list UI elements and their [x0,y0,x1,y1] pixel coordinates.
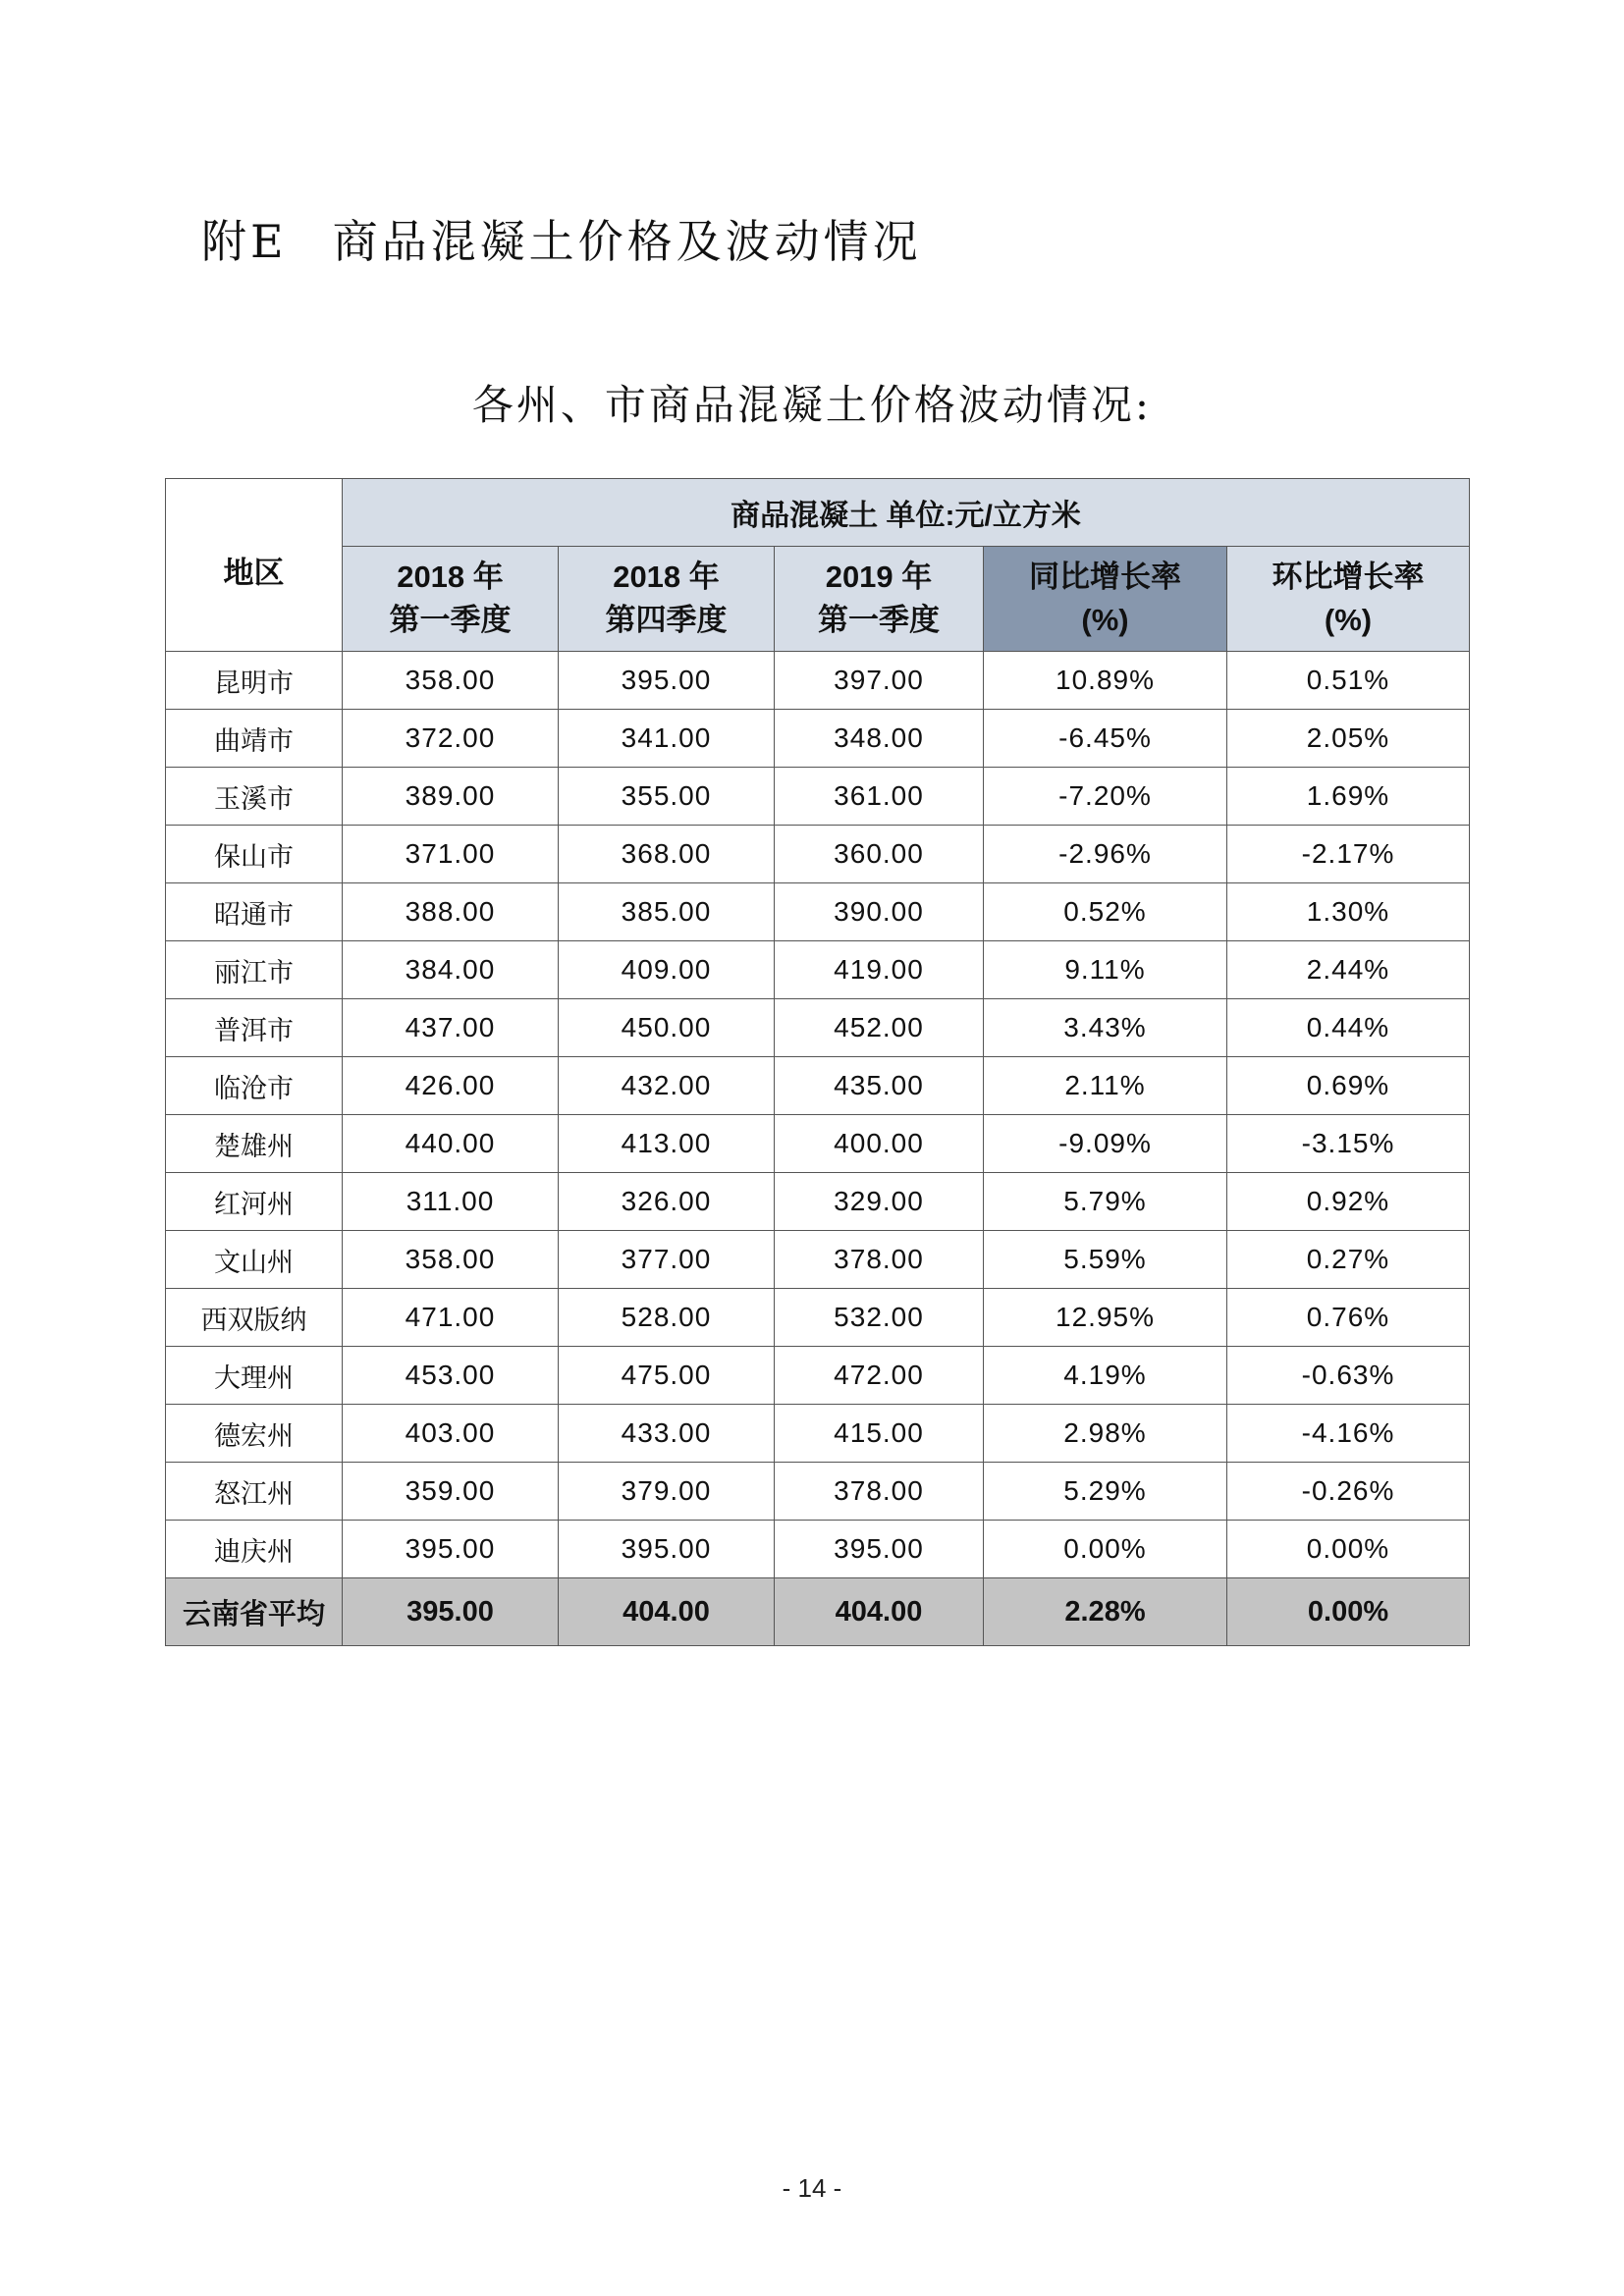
table-row [166,1173,1470,1231]
value-cell: 472.00 [775,1347,984,1405]
value-cell: -0.63% [1227,1347,1470,1405]
appendix-title [201,206,922,271]
table-row [166,826,1470,883]
value-cell: 372.00 [343,710,559,768]
value-cell: 2.28% [984,1578,1227,1646]
value-cell: 0.76% [1227,1289,1470,1347]
value-cell: 2.44% [1227,941,1470,999]
value-cell: 377.00 [559,1231,775,1289]
value-cell: 404.00 [559,1578,775,1646]
region-cell: 曲靖市 [166,710,343,768]
column-header-2019q1: 2019 年 第一季度 [775,547,984,652]
value-cell: 341.00 [559,710,775,768]
value-cell: 471.00 [343,1289,559,1347]
value-cell: -3.15% [1227,1115,1470,1173]
table-row [166,941,1470,999]
column-header-yoy: 同比增长率 (%) [984,547,1227,652]
value-cell: 326.00 [559,1173,775,1231]
table-row [166,1521,1470,1578]
value-cell: 0.51% [1227,652,1470,710]
value-cell: 10.89% [984,652,1227,710]
price-table [165,478,1470,1646]
value-cell: 384.00 [343,941,559,999]
value-cell: 388.00 [343,883,559,941]
table-row [166,768,1470,826]
value-cell: 355.00 [559,768,775,826]
value-cell: 450.00 [559,999,775,1057]
value-cell: -2.17% [1227,826,1470,883]
value-cell: 378.00 [775,1231,984,1289]
value-cell: 400.00 [775,1115,984,1173]
value-cell: -9.09% [984,1115,1227,1173]
value-cell: 348.00 [775,710,984,768]
value-cell: 395.00 [343,1521,559,1578]
value-cell: 432.00 [559,1057,775,1115]
value-cell: 1.69% [1227,768,1470,826]
value-cell: 1.30% [1227,883,1470,941]
region-cell: 文山州 [166,1231,343,1289]
region-cell: 昆明市 [166,652,343,710]
table-row [166,652,1470,710]
table-row [166,1115,1470,1173]
value-cell: 409.00 [559,941,775,999]
table-row [166,1289,1470,1347]
region-header: 地区 [166,479,343,652]
value-cell: 311.00 [343,1173,559,1231]
value-cell: 395.00 [559,1521,775,1578]
region-cell: 德宏州 [166,1405,343,1463]
value-cell: 0.00% [1227,1521,1470,1578]
value-cell: 0.69% [1227,1057,1470,1115]
table-caption: 各州、市商品混凝土价格波动情况: [471,381,1153,429]
value-cell: 0.00% [1227,1578,1470,1646]
value-cell: 0.44% [1227,999,1470,1057]
region-cell: 楚雄州 [166,1115,343,1173]
value-cell: 440.00 [343,1115,559,1173]
value-cell: -7.20% [984,768,1227,826]
value-cell: 359.00 [343,1463,559,1521]
table-row [166,1405,1470,1463]
value-cell: 358.00 [343,652,559,710]
value-cell: 453.00 [343,1347,559,1405]
value-cell: 0.27% [1227,1231,1470,1289]
value-cell: 4.19% [984,1347,1227,1405]
table-row [166,1347,1470,1405]
value-cell: 3.43% [984,999,1227,1057]
table-row [166,1463,1470,1521]
value-cell: 379.00 [559,1463,775,1521]
value-cell: 415.00 [775,1405,984,1463]
value-cell: 0.52% [984,883,1227,941]
table-row [166,1057,1470,1115]
value-cell: 395.00 [775,1521,984,1578]
value-cell: 12.95% [984,1289,1227,1347]
value-cell: 9.11% [984,941,1227,999]
page-number: - 14 - [782,2173,842,2203]
table-row [166,999,1470,1057]
value-cell: 0.92% [1227,1173,1470,1231]
value-cell: 437.00 [343,999,559,1057]
value-cell: 378.00 [775,1463,984,1521]
region-cell: 玉溪市 [166,768,343,826]
average-row [166,1578,1470,1646]
value-cell: 433.00 [559,1405,775,1463]
value-cell: 2.98% [984,1405,1227,1463]
value-cell: 5.59% [984,1231,1227,1289]
region-cell: 丽江市 [166,941,343,999]
value-cell: 5.29% [984,1463,1227,1521]
value-cell: 5.79% [984,1173,1227,1231]
value-cell: 426.00 [343,1057,559,1115]
value-cell: 397.00 [775,652,984,710]
region-cell: 西双版纳 [166,1289,343,1347]
value-cell: 389.00 [343,768,559,826]
value-cell: 528.00 [559,1289,775,1347]
value-cell: 403.00 [343,1405,559,1463]
region-cell: 大理州 [166,1347,343,1405]
value-cell: 413.00 [559,1115,775,1173]
table-row [166,710,1470,768]
region-cell: 迪庆州 [166,1521,343,1578]
table-body [166,652,1470,1646]
region-cell: 昭通市 [166,883,343,941]
region-cell: 怒江州 [166,1463,343,1521]
region-cell: 临沧市 [166,1057,343,1115]
value-cell: 419.00 [775,941,984,999]
value-cell: 390.00 [775,883,984,941]
value-cell: 435.00 [775,1057,984,1115]
unit-header: 商品混凝土 单位:元/立方米 [343,479,1470,547]
column-header-qoq: 环比增长率 (%) [1227,547,1470,652]
value-cell: -2.96% [984,826,1227,883]
value-cell: 395.00 [559,652,775,710]
value-cell: 329.00 [775,1173,984,1231]
value-cell: 361.00 [775,768,984,826]
value-cell: 532.00 [775,1289,984,1347]
region-cell: 保山市 [166,826,343,883]
value-cell: 371.00 [343,826,559,883]
value-cell: -0.26% [1227,1463,1470,1521]
appendix-code: 附E [201,215,288,268]
value-cell: 358.00 [343,1231,559,1289]
column-header-2018q4: 2018 年 第四季度 [559,547,775,652]
value-cell: 360.00 [775,826,984,883]
value-cell: -4.16% [1227,1405,1470,1463]
table-row [166,883,1470,941]
table-row [166,1231,1470,1289]
value-cell: 395.00 [343,1578,559,1646]
value-cell: 452.00 [775,999,984,1057]
column-header-2018q1: 2018 年 第一季度 [343,547,559,652]
value-cell: 2.11% [984,1057,1227,1115]
appendix-title-text: 商品混凝土价格及波动情况 [332,215,922,268]
value-cell: 385.00 [559,883,775,941]
region-cell: 普洱市 [166,999,343,1057]
value-cell: 368.00 [559,826,775,883]
value-cell: -6.45% [984,710,1227,768]
region-cell: 云南省平均 [166,1578,343,1646]
value-cell: 2.05% [1227,710,1470,768]
value-cell: 475.00 [559,1347,775,1405]
region-cell: 红河州 [166,1173,343,1231]
value-cell: 0.00% [984,1521,1227,1578]
value-cell: 404.00 [775,1578,984,1646]
